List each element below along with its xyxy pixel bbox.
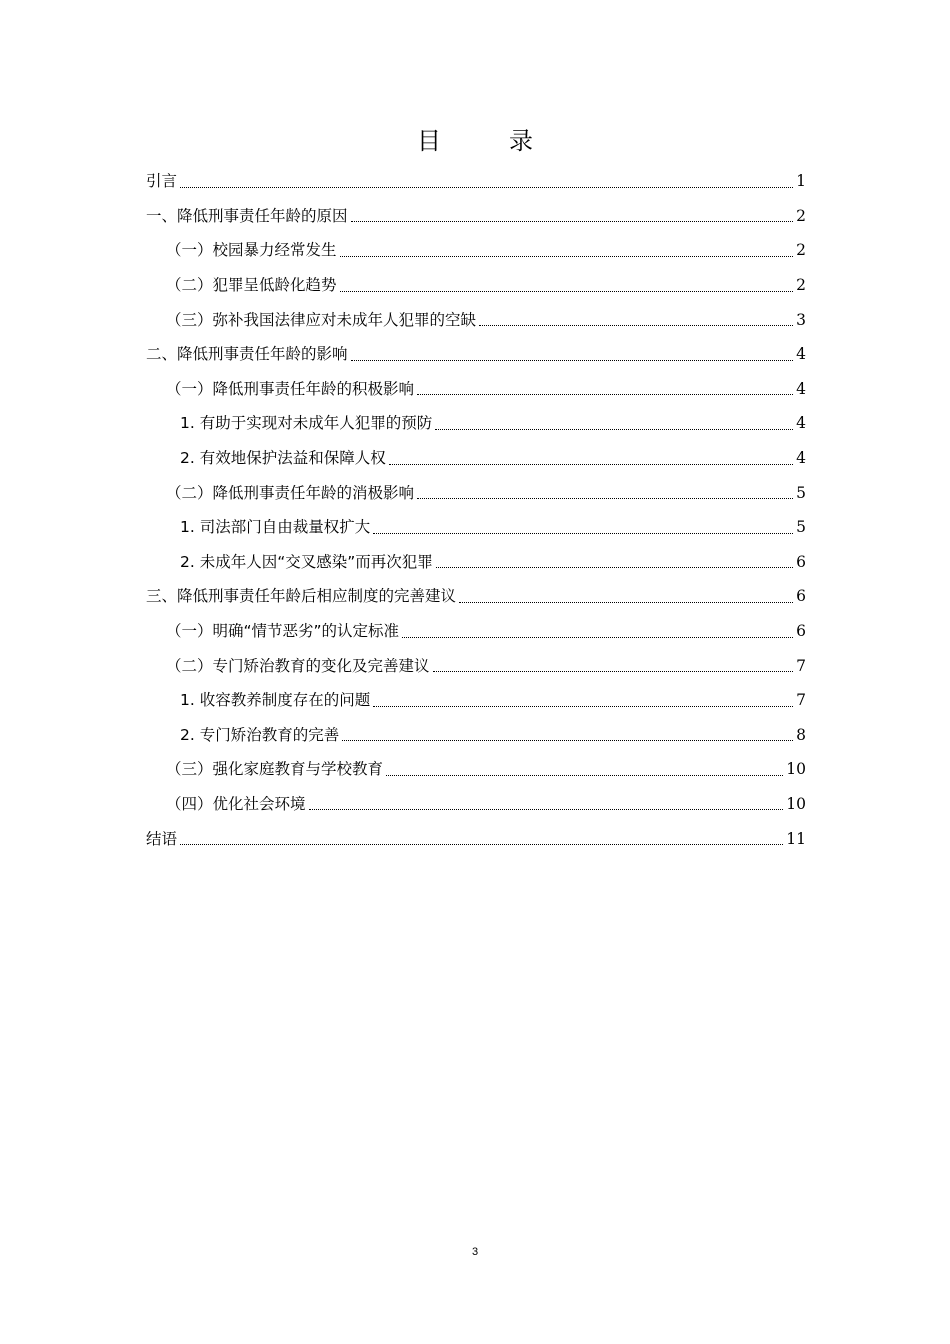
toc-entry[interactable] (146, 510, 806, 545)
toc-entry-page: 3 (796, 310, 806, 329)
dot-leader (417, 498, 793, 499)
dot-leader (180, 844, 783, 845)
toc-entry[interactable] (146, 337, 806, 372)
toc-entry-label: 引言 (146, 172, 178, 191)
toc-entry-label: （三）强化家庭教育与学校教育 (166, 760, 384, 779)
toc-entry[interactable] (146, 441, 806, 476)
toc-entry-label: 2. 专门矫治教育的完善 (180, 725, 340, 744)
toc-entry-page: 2 (796, 241, 806, 260)
toc-entry-label: （一）降低刑事责任年龄的积极影响 (166, 379, 415, 398)
toc-entry[interactable] (146, 752, 806, 787)
toc-entry[interactable] (146, 683, 806, 718)
toc-entry[interactable] (146, 821, 806, 856)
toc-entry[interactable] (146, 406, 806, 441)
toc-entry-page: 4 (796, 414, 806, 433)
dot-leader (309, 809, 784, 810)
toc-entry-label: （二）专门矫治教育的变化及完善建议 (166, 656, 430, 675)
toc-entry-label: 1. 收容教养制度存在的问题 (180, 691, 371, 710)
toc-entry-page: 6 (796, 622, 806, 641)
toc-entry-label: （四）优化社会环境 (166, 794, 306, 813)
toc-entry[interactable] (146, 475, 806, 510)
toc-entry-label: 结语 (146, 829, 178, 848)
toc-entry[interactable] (146, 233, 806, 268)
dot-leader (389, 464, 793, 465)
toc-entry-label: 1. 司法部门自由裁量权扩大 (180, 518, 371, 537)
toc-entry-page: 11 (786, 829, 806, 848)
dot-leader (436, 567, 793, 568)
toc-entry-label: （一）明确“情节恶劣”的认定标准 (166, 622, 400, 641)
toc-entry-page: 6 (796, 587, 806, 606)
dot-leader (180, 187, 793, 188)
toc-entry[interactable] (146, 199, 806, 234)
toc-entry-page: 5 (796, 483, 806, 502)
dot-leader (386, 775, 783, 776)
toc-entry-label: 1. 有助于实现对未成年人犯罪的预防 (180, 414, 433, 433)
toc-entry[interactable] (146, 579, 806, 614)
dot-leader (351, 360, 794, 361)
toc-entry-label: 三、降低刑事责任年龄后相应制度的完善建议 (146, 587, 457, 606)
toc-entry-page: 4 (796, 379, 806, 398)
toc-entry[interactable] (146, 614, 806, 649)
dot-leader (340, 256, 794, 257)
toc-entry-page: 5 (796, 518, 806, 537)
toc-entry-page: 6 (796, 552, 806, 571)
toc-entry-page: 8 (796, 725, 806, 744)
dot-leader (417, 394, 793, 395)
toc-title: 目 录 (417, 127, 555, 155)
toc-entry-label: （三）弥补我国法律应对未成年人犯罪的空缺 (166, 310, 477, 329)
dot-leader (435, 429, 793, 430)
toc-entry-label: 2. 有效地保护法益和保障人权 (180, 449, 386, 468)
dot-leader (351, 221, 794, 222)
dot-leader (479, 325, 793, 326)
toc-entry-label: 一、降低刑事责任年龄的原因 (146, 206, 348, 225)
toc-entry-label: 二、降低刑事责任年龄的影响 (146, 345, 348, 364)
toc-entry-label: （一）校园暴力经常发生 (166, 241, 337, 260)
toc-entry-page: 7 (796, 656, 806, 675)
toc-entry[interactable] (146, 787, 806, 822)
toc-entry-page: 2 (796, 206, 806, 225)
page-number: 3 (471, 1246, 479, 1258)
toc-entry-page: 7 (796, 691, 806, 710)
toc-entry[interactable] (146, 268, 806, 303)
toc-entry[interactable] (146, 164, 806, 199)
toc-entry-page: 10 (786, 760, 806, 779)
dot-leader (373, 533, 793, 534)
toc-entry-page: 4 (796, 449, 806, 468)
dot-leader (402, 637, 793, 638)
toc-entry-page: 10 (786, 794, 806, 813)
table-of-contents (146, 164, 806, 856)
dot-leader (459, 602, 793, 603)
toc-entry-label: （二）犯罪呈低龄化趋势 (166, 276, 337, 295)
dot-leader (340, 291, 794, 292)
toc-entry[interactable] (146, 302, 806, 337)
toc-entry-label: （二）降低刑事责任年龄的消极影响 (166, 483, 415, 502)
toc-entry[interactable] (146, 718, 806, 753)
dot-leader (433, 671, 794, 672)
toc-entry-page: 1 (796, 172, 806, 191)
dot-leader (373, 706, 793, 707)
toc-entry-label: 2. 未成年人因“交叉感染”而再次犯罪 (180, 552, 433, 571)
toc-entry[interactable] (146, 648, 806, 683)
dot-leader (342, 740, 793, 741)
toc-entry[interactable] (146, 545, 806, 580)
toc-entry-page: 4 (796, 345, 806, 364)
toc-entry-page: 2 (796, 276, 806, 295)
toc-entry[interactable] (146, 372, 806, 407)
